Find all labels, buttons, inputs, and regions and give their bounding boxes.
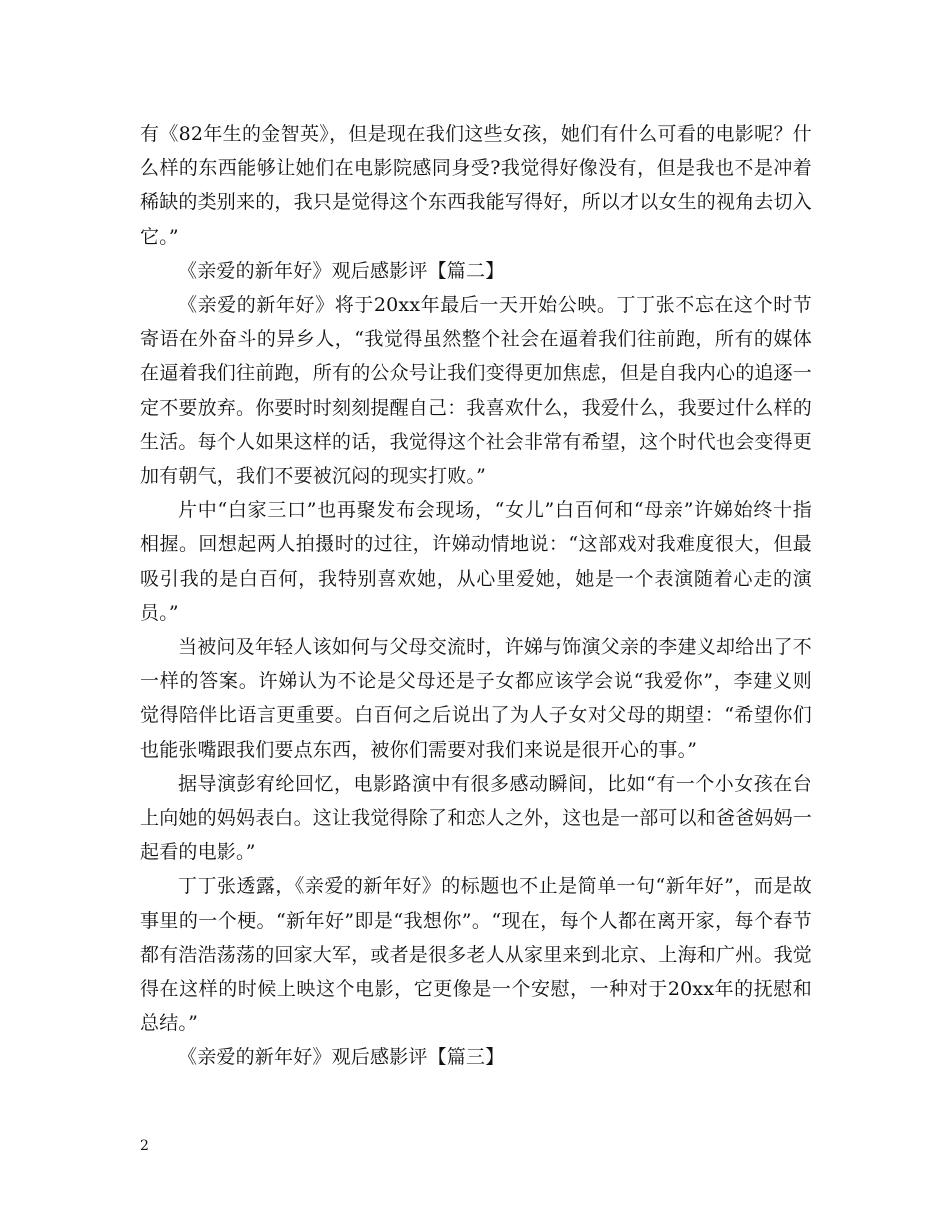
section-heading-part-three: 《亲爱的新年好》观后感影评【篇三】 [178,1046,505,1069]
page-number: 2 [140,1138,149,1154]
paragraph-release-message: 《亲爱的新年好》将于20xx年最后一天开始公映。丁丁张不忘在这个时节寄语在外奋斗的异乡人，“我觉得虽然整个社会在逼着我们往前跑，所有的媒体在逼着我们往前跑，所有的公众号让我们变得更加焦虑，但是自我内心的追逐一定不要放弃。你要时时刻刻提醒自己：我喜欢什么，我爱什么，我要过什么样的生活。每个人如果这样的话，我觉得这个社会非常有希望，这个时代也会变得更加有朝气，我们不要被沉闷的现实打败。” [140,294,813,488]
document-body [140,117,812,1075]
paragraph-title-meaning: 丁丁张透露，《亲爱的新年好》的标题也不止是简单一句“新年好”，而是故事里的一个梗。“新年好”即是“我想你”。“现在，每个人都在离开家，每个春节都有浩浩荡荡的回家大军，或者是很多老人从家里来到北京、上海和广州。我觉得在这样的时候上映这个电影，它更像是一个安慰，一种对于20xx年的抚慰和总结。” [140,875,813,1035]
paragraph-communication-answers: 当被问及年轻人该如何与父母交流时，许娣与饰演父亲的李建义却给出了不一样的答案。许娣认为不论是父母还是子女都应该学会说“我爱你”，李建义则觉得陪伴比语言更重要。白百何之后说出了为人子女对父母的期望：“希望你们也能张嘴跟我们要点东西，被你们需要对我们来说是很开心的事。” [140,636,812,761]
paragraph-director-recall: 据导演彭宥纶回忆，电影路演中有很多感动瞬间，比如“有一个小女孩在台上向她的妈妈表白。这让我觉得除了和恋人之外，这也是一部可以和爸爸妈妈一起看的电影。” [140,772,813,864]
paragraph-continuation: 有《82年生的金智英》，但是现在我们这些女孩，她们有什么可看的电影呢？什么样的东西能够让她们在电影院感同身受?我觉得好像没有，但是我也不是冲着稀缺的类别来的，我只是觉得这个东西我能写得好，所以才以女生的视角去切入它。” [140,123,813,248]
paragraph-family-reunion: 片中“白家三口”也再聚发布会现场，“女儿”白百何和“母亲”许娣始终十指相握。回想起两人拍摄时的过往，许娣动情地说：“这部戏对我难度很大，但最吸引我的是白百何，我特别喜欢她，从心里爱她，她是一个表演随着心走的演员。” [140,499,812,624]
section-heading-part-two: 《亲爱的新年好》观后感影评【篇二】 [178,259,505,282]
